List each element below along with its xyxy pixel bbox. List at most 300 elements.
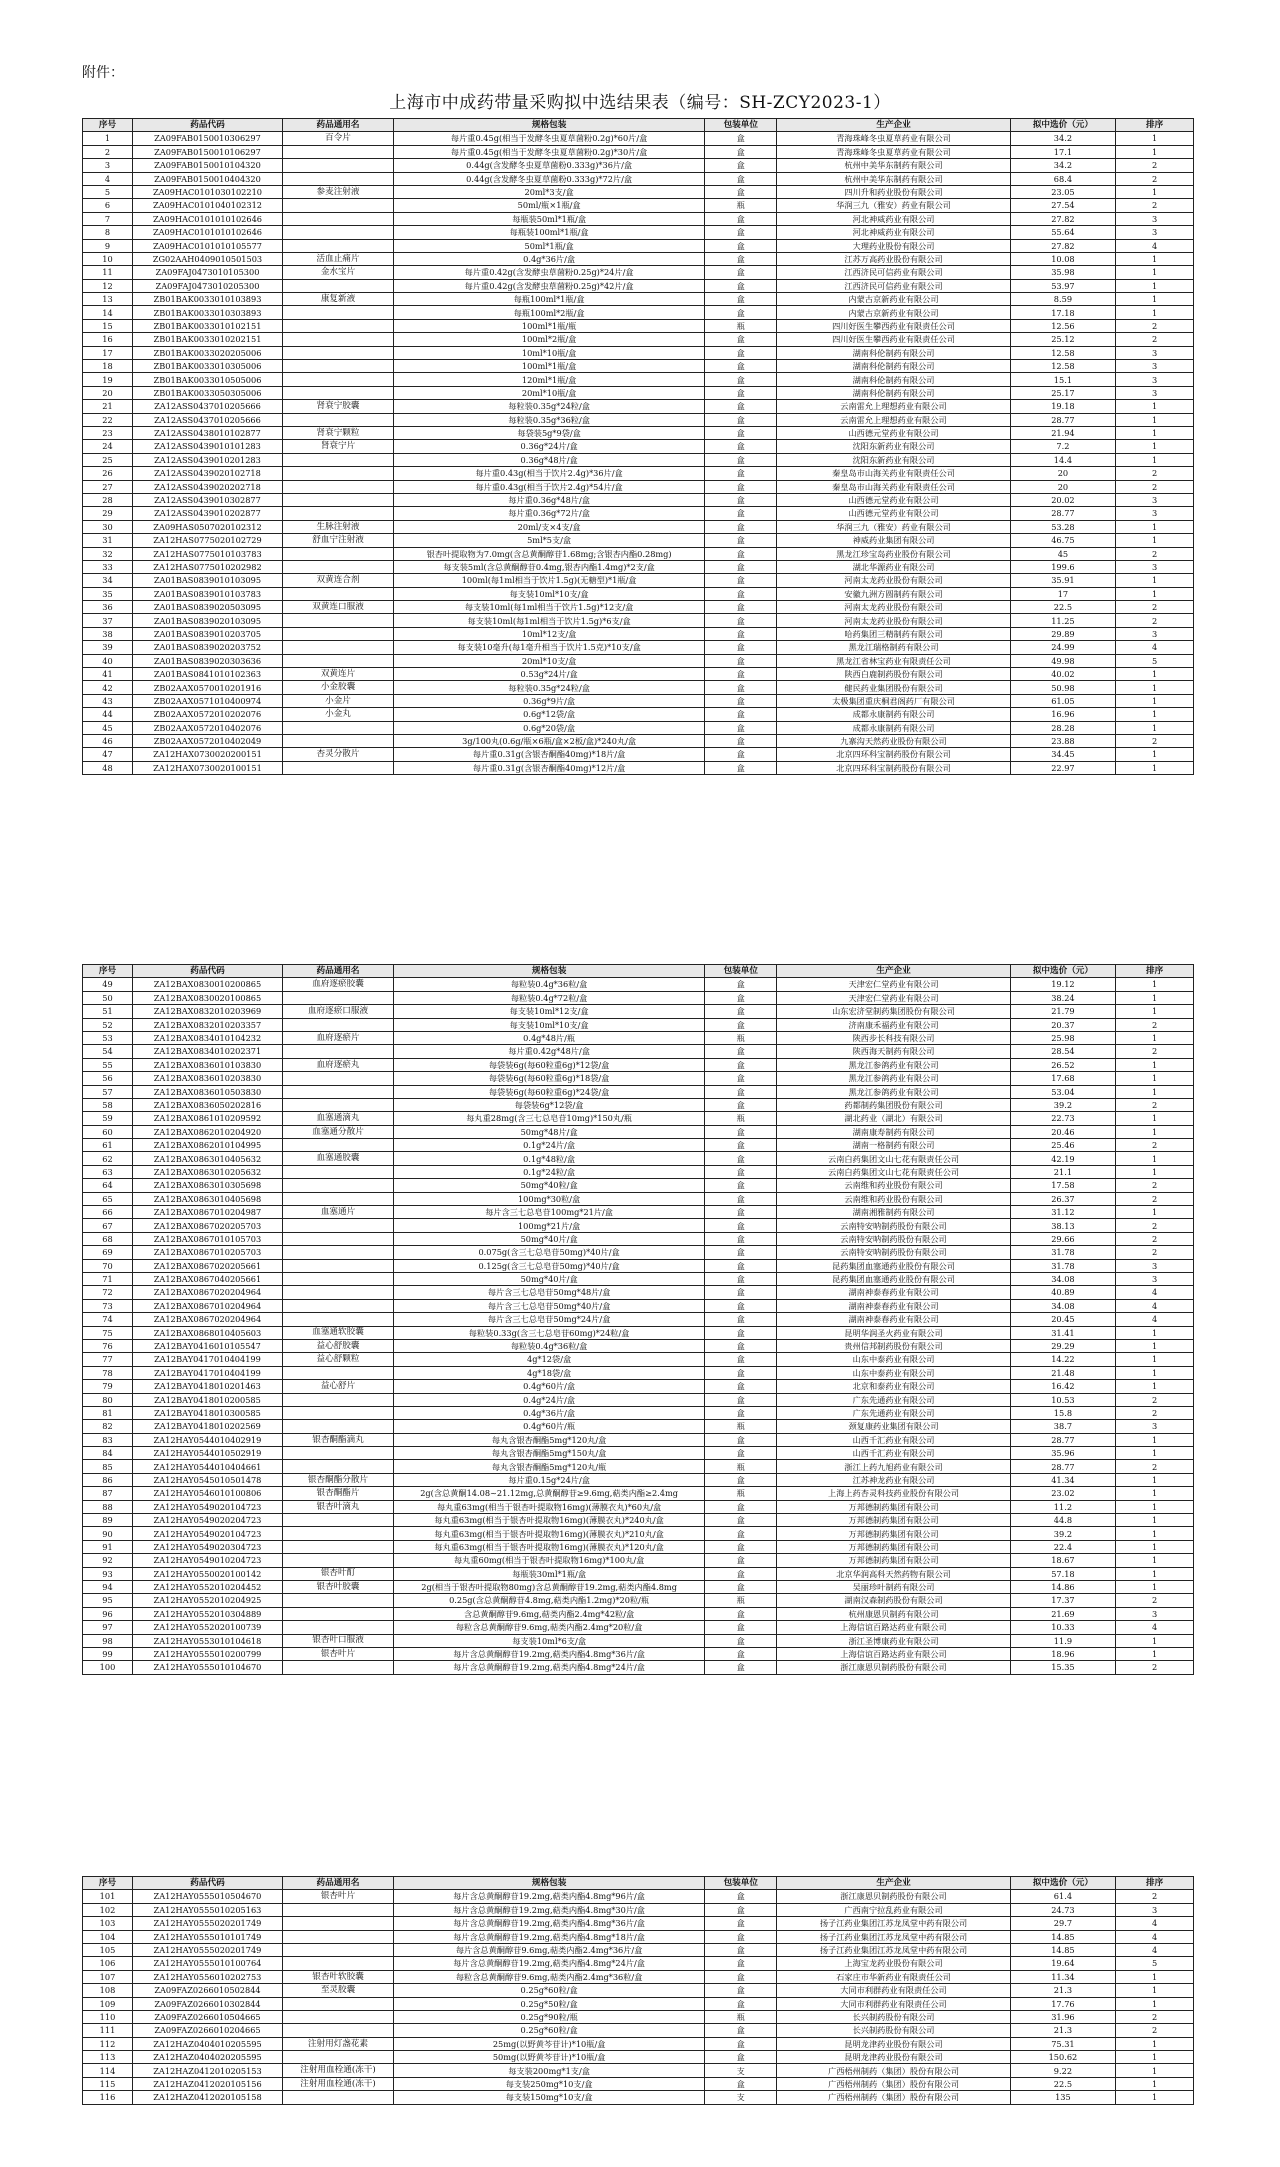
package-unit: 盒 (705, 1607, 777, 1620)
spec-package: 每片含总黄酮醇苷19.2mg,萜类内酯4.8mg*24片/盒 (394, 1957, 705, 1970)
row-index: 4 (83, 172, 133, 185)
drug-code: ZB02AAX0570010201916 (132, 681, 282, 694)
drug-code: ZA01BAS0839020203752 (132, 641, 282, 654)
proposed-price: 28.77 (1010, 507, 1116, 520)
manufacturer: 江苏神龙药业有限公司 (777, 1473, 1010, 1486)
package-unit: 盒 (705, 1634, 777, 1647)
spec-package: 每片重0.42g(含发酵虫草菌粉0.25g)*42片/盒 (394, 279, 705, 292)
table-row (83, 2037, 1194, 2050)
rank: 2 (1116, 2024, 1194, 2037)
drug-name: 小金片 (282, 694, 393, 707)
drug-code: ZA12HAX0730020200151 (132, 748, 282, 761)
spec-package: 50mg(以野黄芩苷计)*10瓶/盒 (394, 2051, 705, 2064)
row-index: 61 (83, 1139, 133, 1152)
proposed-price: 28.77 (1010, 1460, 1116, 1473)
drug-name (282, 1192, 393, 1205)
drug-code: ZA12HAZ0412020105158 (132, 2091, 282, 2104)
row-index: 87 (83, 1487, 133, 1500)
proposed-price: 28.28 (1010, 721, 1116, 734)
spec-package: 0.25g*60粒/盒 (394, 2024, 705, 2037)
row-index: 112 (83, 2037, 133, 2050)
package-unit: 盒 (705, 520, 777, 533)
package-unit: 盒 (705, 601, 777, 614)
proposed-price: 20 (1010, 480, 1116, 493)
rank: 2 (1116, 1232, 1194, 1245)
result-table-section-1 (82, 118, 1194, 775)
manufacturer: 浙江上药九旭药业有限公司 (777, 1460, 1010, 1473)
rank: 3 (1116, 627, 1194, 640)
column-header-drug-code: 药品代码 (132, 1877, 282, 1890)
proposed-price: 41.34 (1010, 1473, 1116, 1486)
row-index: 38 (83, 627, 133, 640)
row-index: 102 (83, 1903, 133, 1916)
column-header-manufacturer: 生产企业 (777, 965, 1010, 978)
column-header-rank: 排序 (1116, 965, 1194, 978)
manufacturer: 昆明龙津药业股份有限公司 (777, 2037, 1010, 2050)
row-index: 110 (83, 2010, 133, 2023)
table-row (83, 1460, 1194, 1473)
manufacturer: 河南太龙药业股份有限公司 (777, 574, 1010, 587)
package-unit: 盒 (705, 453, 777, 466)
manufacturer: 安徽九洲方圆制药有限公司 (777, 587, 1010, 600)
row-index: 94 (83, 1580, 133, 1593)
drug-code: ZA12ASS0439010201283 (132, 453, 282, 466)
package-unit: 瓶 (705, 1487, 777, 1500)
rank: 4 (1116, 1313, 1194, 1326)
row-index: 78 (83, 1366, 133, 1379)
manufacturer: 上海宝龙药业股份有限公司 (777, 1957, 1010, 1970)
manufacturer: 颈复康药业集团有限公司 (777, 1420, 1010, 1433)
spec-package: 银杏叶提取物为7.0mg(含总黄酮醇苷1.68mg;含银杏内酯0.28mg) (394, 547, 705, 560)
package-unit: 盒 (705, 1125, 777, 1138)
manufacturer: 大同市利群药业有限责任公司 (777, 1997, 1010, 2010)
table-row (83, 453, 1194, 466)
drug-code: ZA12BAX0867010204964 (132, 1299, 282, 1312)
drug-name (282, 480, 393, 493)
spec-package: 0.44g(含发酵冬虫夏草菌粉0.333g)*72片/盒 (394, 172, 705, 185)
drug-name: 血塞通软胶囊 (282, 1326, 393, 1339)
row-index: 86 (83, 1473, 133, 1486)
package-unit: 盒 (705, 1272, 777, 1285)
drug-name: 肾衰宁颗粒 (282, 426, 393, 439)
drug-name (282, 1997, 393, 2010)
drug-code: ZB02AAX0572010402049 (132, 734, 282, 747)
spec-package: 100ml(每1ml相当于饮片1.5g)(无糖型)*1瓶/盒 (394, 574, 705, 587)
table-row (83, 587, 1194, 600)
package-unit: 盒 (705, 1447, 777, 1460)
row-index: 42 (83, 681, 133, 694)
manufacturer: 陕西白鹿制药股份有限公司 (777, 668, 1010, 681)
drug-name (282, 991, 393, 1004)
proposed-price: 199.6 (1010, 560, 1116, 573)
package-unit: 盒 (705, 2024, 777, 2037)
spec-package: 每粒含总黄酮醇苷9.6mg,萜类内酯2.4mg*36粒/盒 (394, 1970, 705, 1983)
table-row (83, 306, 1194, 319)
table-row (83, 1890, 1194, 1903)
drug-code: ZA12BAX0832010203969 (132, 1005, 282, 1018)
proposed-price: 14.85 (1010, 1930, 1116, 1943)
drug-name (282, 1527, 393, 1540)
manufacturer: 昆明华润圣火药业有限公司 (777, 1326, 1010, 1339)
table-row (83, 1970, 1194, 1983)
drug-code: ZA12HAY0555020201749 (132, 1943, 282, 1956)
table-row (83, 748, 1194, 761)
manufacturer: 秦皇岛市山海关药业有限责任公司 (777, 467, 1010, 480)
rank: 3 (1116, 360, 1194, 373)
manufacturer: 北京和泰药业有限公司 (777, 1380, 1010, 1393)
row-index: 89 (83, 1514, 133, 1527)
row-index: 17 (83, 346, 133, 359)
manufacturer: 云南维和药业股份有限公司 (777, 1179, 1010, 1192)
rank: 1 (1116, 1580, 1194, 1593)
package-unit: 盒 (705, 978, 777, 991)
manufacturer: 黑龙江瑞格制药有限公司 (777, 641, 1010, 654)
drug-name (282, 226, 393, 239)
spec-package: 4g*12袋/盒 (394, 1353, 705, 1366)
rank: 1 (1116, 1447, 1194, 1460)
manufacturer: 杭州康恩贝制药有限公司 (777, 1607, 1010, 1620)
spec-package: 0.4g*60片/盒 (394, 1380, 705, 1393)
spec-package: 每支装10ml*10支/盒 (394, 1018, 705, 1031)
column-header-manufacturer: 生产企业 (777, 1877, 1010, 1890)
drug-name (282, 734, 393, 747)
rank: 2 (1116, 1192, 1194, 1205)
drug-code: ZA09HAC0101010105577 (132, 239, 282, 252)
spec-package: 每片含总黄酮醇苷9.6mg,萜类内酯2.4mg*36片/盒 (394, 1943, 705, 1956)
drug-code: ZA12HAY0544010502919 (132, 1447, 282, 1460)
drug-code: ZB02AAX0572010402076 (132, 721, 282, 734)
spec-package: 2g(含总黄酮14.08~21.12mg,总黄酮醇苷≥9.6mg,萜类内酯≥2.4mg (394, 1487, 705, 1500)
table-row (83, 721, 1194, 734)
rank: 2 (1116, 547, 1194, 560)
drug-name (282, 159, 393, 172)
drug-name: 血塞通滴丸 (282, 1112, 393, 1125)
row-index: 31 (83, 534, 133, 547)
package-unit: 盒 (705, 1353, 777, 1366)
proposed-price: 15.35 (1010, 1661, 1116, 1674)
drug-name: 小金胶囊 (282, 681, 393, 694)
spec-package: 每支装200mg*1支/盒 (394, 2064, 705, 2077)
drug-code: ZA12HAZ0412010205153 (132, 2064, 282, 2077)
column-header-drug-code: 药品代码 (132, 965, 282, 978)
rank: 1 (1116, 1647, 1194, 1660)
row-index: 2 (83, 145, 133, 158)
rank: 1 (1116, 1567, 1194, 1580)
manufacturer: 黑龙江参鸽药业有限公司 (777, 1085, 1010, 1098)
proposed-price: 11.2 (1010, 1500, 1116, 1513)
drug-name (282, 1957, 393, 1970)
package-unit: 盒 (705, 145, 777, 158)
row-index: 56 (83, 1072, 133, 1085)
rank: 3 (1116, 1903, 1194, 1916)
manufacturer: 成都永康制药有限公司 (777, 708, 1010, 721)
row-index: 82 (83, 1420, 133, 1433)
column-header-spec-package: 规格包装 (394, 965, 705, 978)
table-row (83, 1500, 1194, 1513)
manufacturer: 湖南神泰春药业有限公司 (777, 1313, 1010, 1326)
row-index: 90 (83, 1527, 133, 1540)
rank: 3 (1116, 226, 1194, 239)
drug-name (282, 467, 393, 480)
drug-name: 益心舒颗粒 (282, 1353, 393, 1366)
result-table-section-3 (82, 1876, 1194, 2105)
proposed-price: 8.59 (1010, 293, 1116, 306)
row-index: 92 (83, 1554, 133, 1567)
drug-code: ZA12BAX0834010104232 (132, 1031, 282, 1044)
row-index: 22 (83, 413, 133, 426)
rank: 1 (1116, 721, 1194, 734)
drug-code: ZA12BAX0836010503830 (132, 1085, 282, 1098)
manufacturer: 沈阳东新药业有限公司 (777, 440, 1010, 453)
drug-code: ZA01BAS0841010102363 (132, 668, 282, 681)
spec-package: 每片重0.42g*48片/盒 (394, 1045, 705, 1058)
proposed-price: 57.18 (1010, 1567, 1116, 1580)
package-unit: 瓶 (705, 319, 777, 332)
spec-package: 每片含三七总皂苷50mg*40片/盒 (394, 1299, 705, 1312)
rank: 1 (1116, 1125, 1194, 1138)
package-unit: 盒 (705, 400, 777, 413)
drug-name: 注射用灯盏花素 (282, 2037, 393, 2050)
package-unit: 盒 (705, 1580, 777, 1593)
table-row (83, 1903, 1194, 1916)
spec-package: 每粒装0.35g*24粒/盒 (394, 400, 705, 413)
drug-name (282, 1272, 393, 1285)
table-row (83, 1487, 1194, 1500)
row-index: 103 (83, 1917, 133, 1930)
package-unit: 盒 (705, 534, 777, 547)
manufacturer: 太极集团重庆桐君阁药厂有限公司 (777, 694, 1010, 707)
package-unit: 盒 (705, 1393, 777, 1406)
manufacturer: 吴丽珍叶制药有限公司 (777, 1580, 1010, 1593)
table-row (83, 480, 1194, 493)
proposed-price: 150.62 (1010, 2051, 1116, 2064)
package-unit: 盒 (705, 1380, 777, 1393)
spec-package: 0.25g*60粒/盒 (394, 1984, 705, 1997)
proposed-price: 24.73 (1010, 1903, 1116, 1916)
rank: 1 (1116, 520, 1194, 533)
drug-code: ZA01BAS0839010103095 (132, 574, 282, 587)
table-row (83, 426, 1194, 439)
manufacturer: 华润三九（雅安）药业有限公司 (777, 520, 1010, 533)
spec-package: 每粒装0.35g*24粒/盒 (394, 681, 705, 694)
row-index: 8 (83, 226, 133, 239)
drug-name (282, 1085, 393, 1098)
row-index: 108 (83, 1984, 133, 1997)
spec-package: 100ml*2瓶/盒 (394, 333, 705, 346)
table-row (83, 1018, 1194, 1031)
rank: 2 (1116, 159, 1194, 172)
manufacturer: 湖南科伦制药有限公司 (777, 346, 1010, 359)
package-unit: 瓶 (705, 1594, 777, 1607)
rank: 1 (1116, 279, 1194, 292)
drug-name: 小金丸 (282, 708, 393, 721)
package-unit: 盒 (705, 172, 777, 185)
drug-name: 银杏酮酯滴丸 (282, 1433, 393, 1446)
drug-code: ZA12BAX0861010209592 (132, 1112, 282, 1125)
table-row (83, 1393, 1194, 1406)
proposed-price: 14.4 (1010, 453, 1116, 466)
manufacturer: 上海上药杏灵科技药业股份有限公司 (777, 1487, 1010, 1500)
rank: 1 (1116, 694, 1194, 707)
table-row (83, 132, 1194, 145)
proposed-price: 20.45 (1010, 1313, 1116, 1326)
drug-name: 银杏叶口服液 (282, 1634, 393, 1647)
proposed-price: 22.97 (1010, 761, 1116, 774)
drug-code: ZB01BAK0033020205006 (132, 346, 282, 359)
row-index: 23 (83, 426, 133, 439)
row-index: 88 (83, 1500, 133, 1513)
drug-code: ZA12BAX0862010104995 (132, 1139, 282, 1152)
proposed-price: 18.67 (1010, 1554, 1116, 1567)
spec-package: 10ml*12支/盒 (394, 627, 705, 640)
spec-package: 0.075g(含三七总皂苷50mg)*40片/盒 (394, 1246, 705, 1259)
manufacturer: 昆药集团血塞通药业股份有限公司 (777, 1259, 1010, 1272)
row-index: 52 (83, 1018, 133, 1031)
rank: 1 (1116, 185, 1194, 198)
spec-package: 0.1g*24片/盒 (394, 1139, 705, 1152)
rank: 1 (1116, 574, 1194, 587)
row-index: 3 (83, 159, 133, 172)
table-row (83, 1045, 1194, 1058)
rank: 2 (1116, 172, 1194, 185)
manufacturer: 湖北药业（湖北）有限公司 (777, 1112, 1010, 1125)
drug-code: ZA12BAX0836010103830 (132, 1058, 282, 1071)
package-unit: 盒 (705, 614, 777, 627)
spec-package: 100ml*1瓶/盒 (394, 360, 705, 373)
package-unit: 瓶 (705, 2010, 777, 2023)
proposed-price: 23.88 (1010, 734, 1116, 747)
table-row (83, 1112, 1194, 1125)
row-index: 21 (83, 400, 133, 413)
proposed-price: 29.66 (1010, 1232, 1116, 1245)
spec-package: 20ml*10瓶/盒 (394, 386, 705, 399)
proposed-price: 21.48 (1010, 1366, 1116, 1379)
spec-package: 每丸重63mg(相当于银杏叶提取物16mg)(薄膜衣丸)*240丸/盒 (394, 1514, 705, 1527)
spec-package: 0.1g*24粒/盒 (394, 1165, 705, 1178)
table-row (83, 1072, 1194, 1085)
drug-name (282, 1232, 393, 1245)
row-index: 28 (83, 493, 133, 506)
spec-package: 每片重0.43g(相当于饮片2.4g)*54片/盒 (394, 480, 705, 493)
drug-name: 益心舒片 (282, 1380, 393, 1393)
row-index: 5 (83, 185, 133, 198)
proposed-price: 17.58 (1010, 1179, 1116, 1192)
drug-name (282, 2051, 393, 2064)
row-index: 32 (83, 547, 133, 560)
column-header-package-unit: 包装单位 (705, 965, 777, 978)
row-index: 12 (83, 279, 133, 292)
proposed-price: 29.29 (1010, 1339, 1116, 1352)
table-row (83, 319, 1194, 332)
proposed-price: 49.98 (1010, 654, 1116, 667)
spec-package: 每袋装6g(每60粒重6g)*24袋/盒 (394, 1085, 705, 1098)
manufacturer: 云南维和药业股份有限公司 (777, 1192, 1010, 1205)
drug-code: ZB01BAK0033010103893 (132, 293, 282, 306)
row-index: 7 (83, 212, 133, 225)
spec-package: 20ml*3支/盒 (394, 185, 705, 198)
proposed-price: 21.79 (1010, 1005, 1116, 1018)
drug-name (282, 1514, 393, 1527)
package-unit: 盒 (705, 413, 777, 426)
row-index: 46 (83, 734, 133, 747)
spec-package: 50mg*40片/盒 (394, 1272, 705, 1285)
package-unit: 瓶 (705, 1420, 777, 1433)
table-row (83, 1943, 1194, 1956)
drug-code: ZA09FAZ0266010204665 (132, 2024, 282, 2037)
spec-package: 每片重0.31g(含银杏酮酯40mg)*18片/盒 (394, 748, 705, 761)
package-unit: 盒 (705, 1554, 777, 1567)
drug-code: ZA12BAX0832010203357 (132, 1018, 282, 1031)
drug-code: ZA12HAZ0412020105156 (132, 2077, 282, 2090)
package-unit: 盒 (705, 1286, 777, 1299)
table-row (83, 346, 1194, 359)
proposed-price: 12.56 (1010, 319, 1116, 332)
rank: 2 (1116, 319, 1194, 332)
spec-package: 每丸重60mg(相当于银杏叶提取物16mg)*100丸/盒 (394, 1554, 705, 1567)
proposed-price: 25.17 (1010, 386, 1116, 399)
drug-name: 肾衰宁胶囊 (282, 400, 393, 413)
column-header-rank: 排序 (1116, 1877, 1194, 1890)
rank: 2 (1116, 333, 1194, 346)
proposed-price: 46.75 (1010, 534, 1116, 547)
package-unit: 盒 (705, 1072, 777, 1085)
manufacturer: 广东先通药业有限公司 (777, 1393, 1010, 1406)
table-row (83, 1192, 1194, 1205)
row-index: 13 (83, 293, 133, 306)
drug-code: ZA12HAY0555010200799 (132, 1647, 282, 1660)
table-row (83, 547, 1194, 560)
manufacturer: 华润三九（雅安）药业有限公司 (777, 199, 1010, 212)
table-row (83, 1527, 1194, 1540)
proposed-price: 31.12 (1010, 1206, 1116, 1219)
row-index: 50 (83, 991, 133, 1004)
spec-package: 每丸重63mg(相当于银杏叶提取物16mg)(薄膜衣丸)*120丸/盒 (394, 1540, 705, 1553)
spec-package: 每丸重63mg(相当于银杏叶提取物16mg)(薄膜衣丸)*210丸/盒 (394, 1527, 705, 1540)
table-row (83, 360, 1194, 373)
spec-package: 0.4g*36片/盒 (394, 1406, 705, 1419)
rank: 1 (1116, 681, 1194, 694)
proposed-price: 18.96 (1010, 1647, 1116, 1660)
package-unit: 盒 (705, 1473, 777, 1486)
row-index: 98 (83, 1634, 133, 1647)
proposed-price: 19.18 (1010, 400, 1116, 413)
package-unit: 盒 (705, 1621, 777, 1634)
drug-code: ZA09FAZ0266010504665 (132, 2010, 282, 2023)
rank: 2 (1116, 467, 1194, 480)
drug-code: ZA09HAC0101010102646 (132, 226, 282, 239)
manufacturer: 黑龙江参鸽药业有限公司 (777, 1058, 1010, 1071)
drug-name (282, 721, 393, 734)
drug-code: ZA09FAB0150010306297 (132, 132, 282, 145)
manufacturer: 湖南神泰春药业有限公司 (777, 1286, 1010, 1299)
drug-code: ZA12ASS0437010205666 (132, 400, 282, 413)
proposed-price: 25.98 (1010, 1031, 1116, 1044)
drug-code: ZA12HAY0555010101749 (132, 1930, 282, 1943)
table-row (83, 1286, 1194, 1299)
rank: 1 (1116, 2051, 1194, 2064)
package-unit: 盒 (705, 1957, 777, 1970)
package-unit: 盒 (705, 1890, 777, 1903)
table-row (83, 1997, 1194, 2010)
package-unit: 盒 (705, 1219, 777, 1232)
manufacturer: 河南太龙药业股份有限公司 (777, 614, 1010, 627)
row-index: 80 (83, 1393, 133, 1406)
rank: 1 (1116, 413, 1194, 426)
table-row (83, 1031, 1194, 1044)
table-row (83, 1152, 1194, 1165)
drug-name (282, 1943, 393, 1956)
table-row (83, 1339, 1194, 1352)
